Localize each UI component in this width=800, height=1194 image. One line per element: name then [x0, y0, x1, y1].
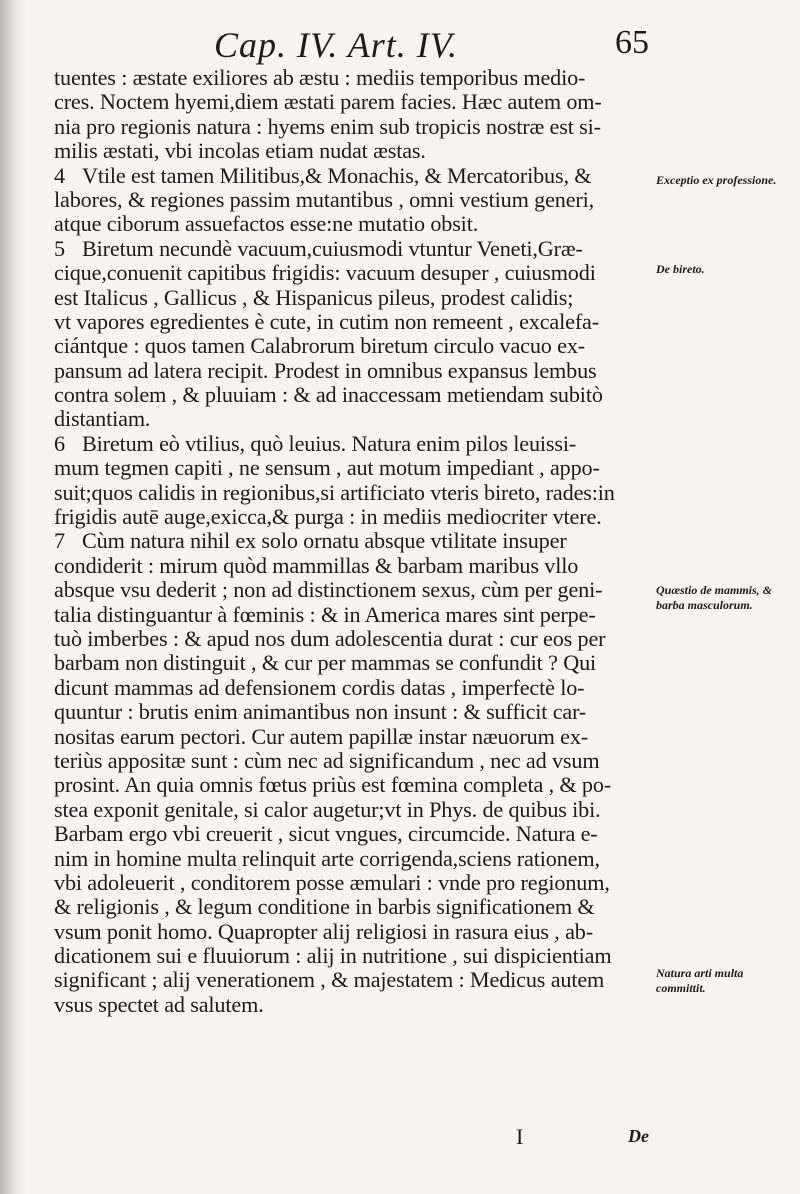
paragraph-number: 5 — [54, 235, 65, 261]
line-text: atque ciborum assuefactos esse:ne mutatio obsit. — [54, 211, 479, 237]
line-text: cique,conuenit capitibus frigidis: vacuum desuper , cuiusmodi — [54, 260, 596, 286]
text-line — [54, 90, 654, 114]
text-line — [54, 627, 654, 651]
text-line — [54, 578, 654, 602]
line-text: labores, & regiones passim mutantibus , omni vestium generi, — [54, 186, 595, 212]
text-line — [54, 261, 654, 285]
marginal-note: Quæstio de mammis, & barba masculorum. — [656, 583, 773, 612]
line-text: est Italicus , Gallicus , & Hispanicus pileus, prodest calidis; — [54, 284, 574, 310]
text-line — [54, 481, 654, 505]
line-text: ciántque : quos tamen Calabrorum biretum circulo vacuo ex- — [54, 333, 586, 359]
line-text: significant ; alij venerationem , & majestatem : Medicus autem — [54, 967, 605, 993]
line-text: nia pro regionis natura : hyems enim sub tropicis nostræ est si- — [54, 113, 601, 139]
text-line — [54, 993, 654, 1017]
text-line — [54, 115, 654, 139]
line-text: barbam non distinguit , & cur per mammas se confundit ? Qui — [54, 650, 597, 676]
line-text: tuò imberbes : & apud nos dum adolescentia durat : cur eos per — [54, 625, 606, 651]
line-text: teriùs appositæ sunt : cùm nec ad significandum , nec ad vsum — [54, 747, 600, 773]
text-line — [54, 944, 654, 968]
catchword: De — [628, 1126, 649, 1146]
text-line — [54, 603, 654, 627]
text-line — [54, 529, 654, 553]
text-line — [54, 822, 654, 846]
running-head: Cap. IV. Art. IV. — [214, 25, 459, 65]
main-text-block — [54, 66, 654, 1017]
line-text: cres. Noctem hyemi,diem æstati parem facies. Hæc autem om- — [54, 89, 602, 115]
line-text: Cùm natura nihil ex solo ornatu absque vtilitate insuper — [82, 528, 567, 554]
paragraph-number: 6 — [54, 430, 65, 456]
text-line — [54, 334, 654, 358]
text-line — [54, 456, 654, 480]
text-line — [54, 651, 654, 675]
text-line — [54, 847, 654, 871]
page-header — [0, 18, 800, 68]
line-text: nim in homine multa relinquit arte corrigenda,sciens rationem, — [54, 845, 600, 871]
text-line — [54, 188, 654, 212]
paragraph-number: 4 — [54, 162, 65, 188]
text-line — [54, 725, 654, 749]
text-line — [54, 676, 654, 700]
text-line — [54, 920, 654, 944]
text-line — [54, 968, 654, 992]
line-text: condiderit : mirum quòd mammillas & barbam maribus vllo — [54, 552, 579, 578]
line-text: suit;quos calidis in regionibus,si artificiato vteris bireto, rades:in — [54, 479, 615, 505]
line-text: Barbam ergo vbi creuerit , sicut vngues, circumcide. Natura e- — [54, 821, 598, 847]
marginal-note: Natura arti multa committit. — [656, 966, 744, 995]
line-text: tuentes : æstate exiliores ab æstu : mediis temporibus medio- — [54, 65, 586, 90]
line-text: quuntur : brutis enim animantibus non insunt : & sufficit car- — [54, 699, 587, 725]
line-text: dicationem sui e fluuiorum : alij in nutritione , sui dispicientiam — [54, 943, 612, 969]
text-line — [54, 773, 654, 797]
line-text: & religionis , & legum conditione in barbis significationem & — [54, 894, 595, 920]
line-text: nositas earum pectori. Cur autem papillæ instar næuorum ex- — [54, 723, 589, 749]
line-text: vsus spectet ad salutem. — [54, 991, 264, 1017]
line-text: Biretum eò vtilius, quò leuius. Natura enim pilos leuissi- — [82, 430, 577, 456]
text-line — [54, 286, 654, 310]
text-line — [54, 432, 654, 456]
line-text: contra solem , & pluuiam : & ad inaccessam metiendam subitò — [54, 382, 603, 408]
line-text: milis æstati, vbi incolas etiam nudat æstas. — [54, 138, 426, 164]
text-line — [54, 359, 654, 383]
line-text: stea exponit genitale, si calor augetur;vt in Phys. de quibus ibi. — [54, 796, 601, 822]
page-gutter-shadow — [0, 0, 26, 1194]
signature-mark: I — [516, 1124, 524, 1149]
text-line — [54, 407, 654, 431]
marginal-note: De bireto. — [656, 262, 705, 276]
line-text: absque vsu dederit ; non ad distinctionem sexus, cùm per geni- — [54, 577, 603, 603]
line-text: vt vapores egredientes è cute, in cutim non remeent , excalefa- — [54, 308, 599, 334]
marginal-note: Exceptio ex professione. — [656, 173, 777, 187]
text-line — [54, 700, 654, 724]
text-line — [54, 383, 654, 407]
line-text: distantiam. — [54, 406, 151, 432]
paragraph-number: 7 — [54, 528, 65, 554]
text-line — [54, 66, 654, 90]
text-line — [54, 237, 654, 261]
line-text: vsum ponit homo. Quapropter alij religiosi in rasura eius , ab- — [54, 918, 593, 944]
text-line — [54, 749, 654, 773]
text-line — [54, 554, 654, 578]
line-text: mum tegmen capiti , ne sensum , aut motum impediant , appo- — [54, 455, 600, 481]
line-text: frigidis autē auge,exicca,& purga : in mediis mediocriter vtere. — [54, 504, 602, 530]
line-text: talia distinguantur à fœminis : & in America mares sint perpe- — [54, 601, 596, 627]
text-line — [54, 212, 654, 236]
text-line — [54, 798, 654, 822]
page-number: 65 — [615, 24, 649, 61]
text-line — [54, 871, 654, 895]
line-text: Vtile est tamen Militibus,& Monachis, & Mercatoribus, & — [82, 162, 592, 188]
line-text: prosint. An quia omnis fœtus priùs est fœmina completa , & po- — [54, 772, 612, 798]
text-line — [54, 895, 654, 919]
page-footer — [0, 1120, 800, 1160]
text-line — [54, 310, 654, 334]
line-text: dicunt mammas ad defensionem cordis datas , imperfectè lo- — [54, 674, 585, 700]
text-line — [54, 139, 654, 163]
line-text: Biretum necundè vacuum,cuiusmodi vtuntur Veneti,Græ- — [82, 235, 583, 261]
line-text: pansum ad latera recipit. Prodest in omnibus expansus lembus — [54, 357, 597, 383]
text-line — [54, 505, 654, 529]
text-line — [54, 164, 654, 188]
line-text: vbi adoleuerit , conditorem posse æmulari : vnde pro regionum, — [54, 869, 610, 895]
